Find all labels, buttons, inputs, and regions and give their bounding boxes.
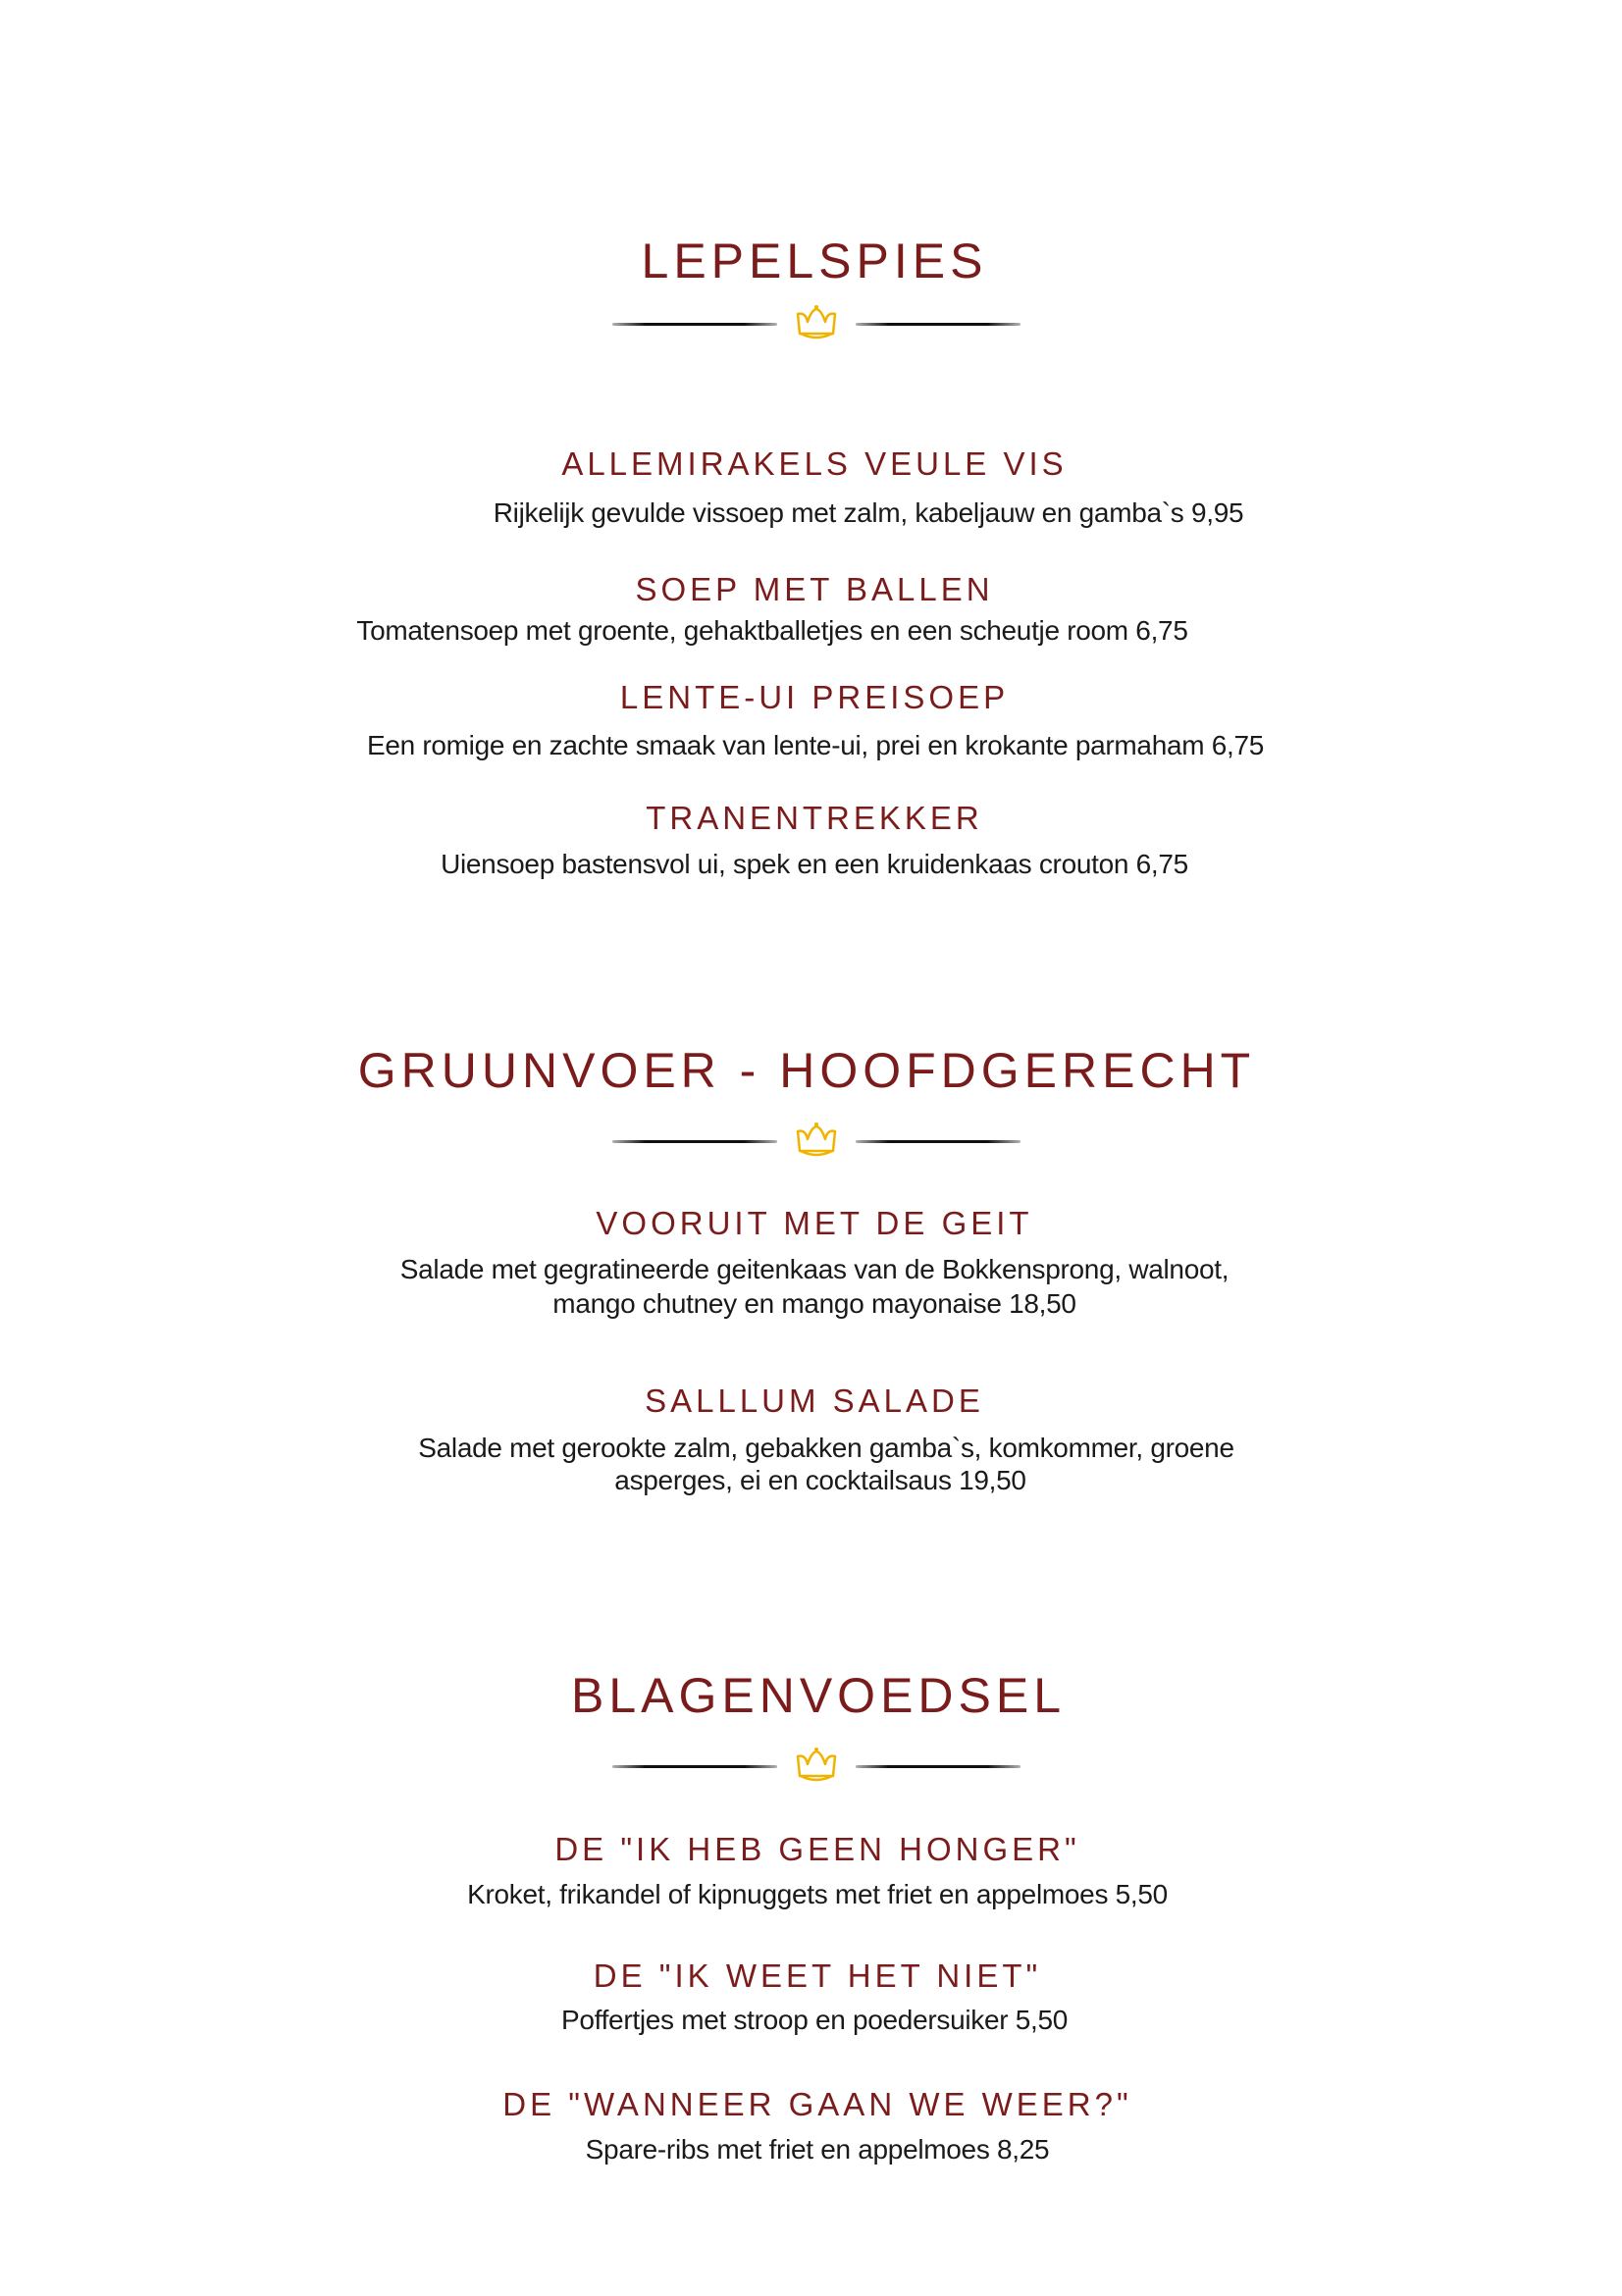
menu-item-name: DE "WANNEER GAAN WE WEER?" (502, 2086, 1132, 2122)
crown-divider (612, 304, 1020, 343)
menu-item-desc: Poffertjes met stroop en poedersuiker 5,50 (560, 2005, 1069, 2035)
menu-item-desc-cont: mango chutney en mango mayonaise 18,50 (552, 1288, 1076, 1319)
menu-item-name: SALLLUM SALADE (645, 1383, 984, 1419)
section-title: LEPELSPIES (641, 234, 988, 288)
menu-item-name: TRANENTREKKER (646, 800, 983, 836)
menu-item-desc: Een romige en zachte smaak van lente-ui, prei en krokante parmaham 6,75 (366, 730, 1265, 760)
crown-icon (792, 1747, 841, 1786)
crown-icon (792, 304, 841, 343)
menu-item-name: ALLEMIRAKELS VEULE VIS (561, 445, 1068, 482)
menu-item-name: SOEP MET BALLEN (635, 571, 994, 607)
menu-item-desc-cont: asperges, ei en cocktailsaus 19,50 (614, 1465, 1026, 1495)
menu-item-name: VOORUIT MET DE GEIT (596, 1205, 1033, 1241)
menu-item-desc: Spare-ribs met friet en appelmoes 8,25 (585, 2134, 1050, 2165)
crown-divider (612, 1122, 1020, 1161)
menu-item-desc: Uiensoep bastensvol ui, spek en een kruidenkaas crouton 6,75 (441, 849, 1188, 879)
menu-item-desc: Salade met gegratineerde geitenkaas van de Bokkensprong, walnoot, (399, 1254, 1230, 1284)
crown-divider (612, 1747, 1020, 1786)
menu-item-desc: Salade met gerookte zalm, gebakken gamba`s, komkommer, groene (418, 1433, 1234, 1463)
crown-icon (792, 1122, 841, 1161)
menu-item-desc: Rijkelijk gevulde vissoep met zalm, kabeljauw en gamba`s 9,95 (493, 497, 1244, 528)
menu-item-desc: Tomatensoep met groente, gehaktballetjes en een scheutje room 6,75 (356, 615, 1188, 646)
menu-item-name: DE "IK HEB GEEN HONGER" (554, 1831, 1080, 1867)
section-title: GRUUNVOER - HOOFDGERECHT (357, 1043, 1256, 1098)
section-title: BLAGENVOEDSEL (570, 1668, 1067, 1723)
menu-item-name: DE "IK WEET HET NIET" (593, 1957, 1042, 1994)
menu-item-name: LENTE-UI PREISOEP (619, 679, 1010, 715)
menu-item-desc: Kroket, frikandel of kipnuggets met friet en appelmoes 5,50 (467, 1879, 1168, 1909)
